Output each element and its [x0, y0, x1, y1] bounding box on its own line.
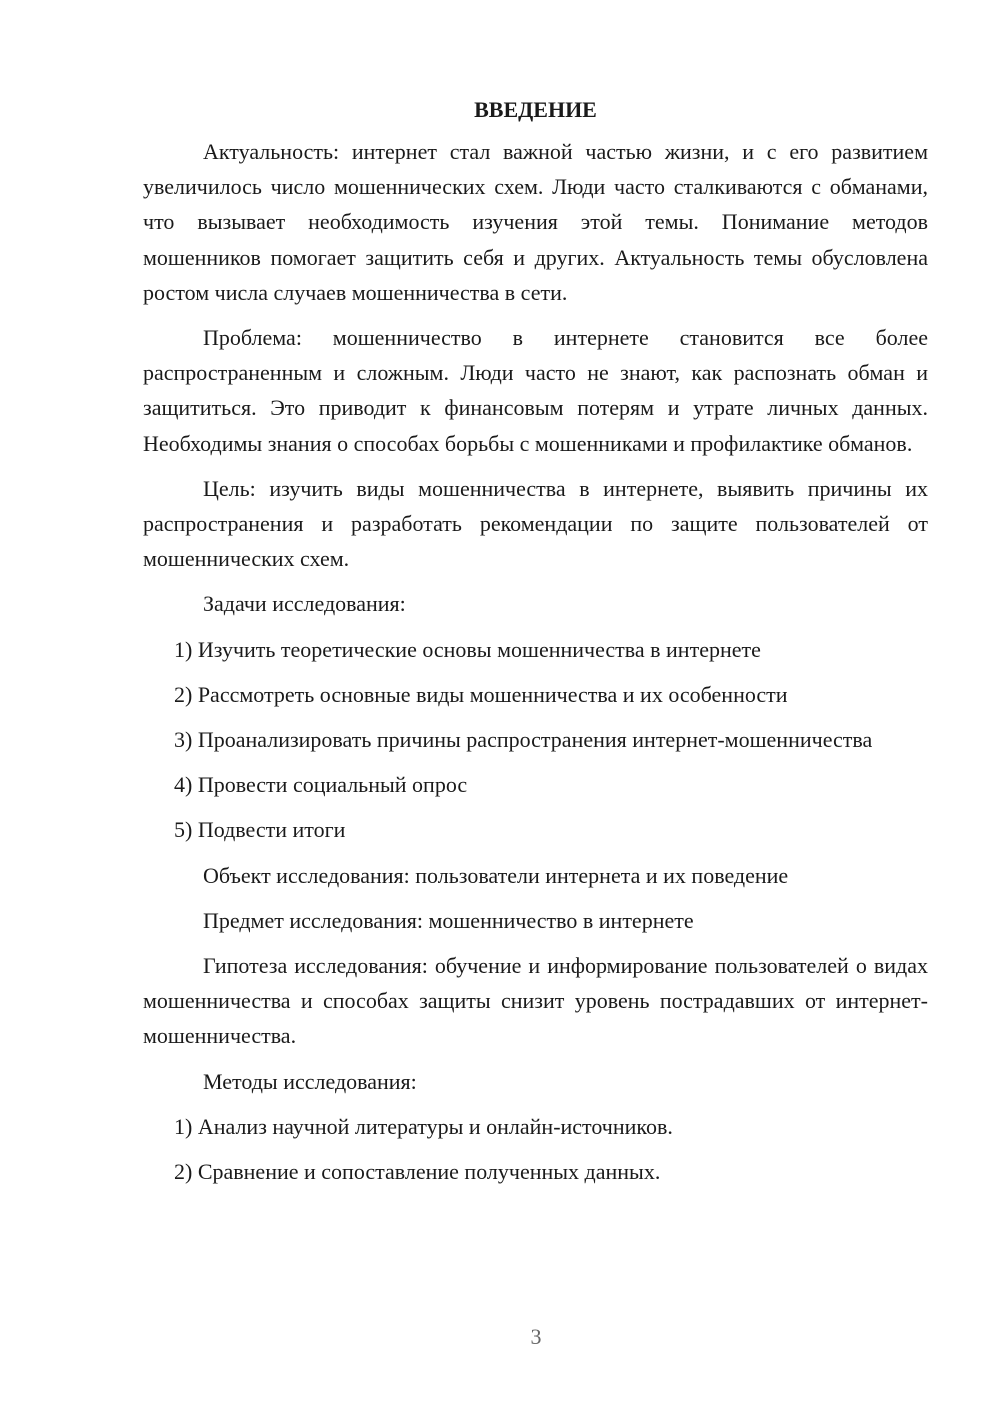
task-item-1: 1) Изучить теоретические основы мошенничества в интернете — [174, 636, 761, 662]
research-object: Объект исследования: пользователи интернета и их поведение — [203, 862, 789, 888]
hypothesis-paragraph: Гипотеза исследования: обучение и информирование пользователей о видах мошенничества и способах защиты снизит уровень пострадавших от интернет-мошенничества. — [143, 953, 928, 1049]
document-page — [143, 92, 928, 1199]
research-subject: Предмет исследования: мошенничество в интернете — [203, 907, 694, 933]
task-item-4: 4) Провести социальный опрос — [174, 772, 468, 798]
method-item-2: 2) Сравнение и сопоставление полученных данных. — [174, 1159, 661, 1185]
task-item-3: 3) Проанализировать причины распространения интернет-мошенничества — [174, 727, 873, 753]
task-item-2: 2) Рассмотреть основные виды мошенничества и их особенности — [174, 681, 788, 707]
task-item-5: 5) Подвести итоги — [174, 817, 346, 843]
relevance-paragraph: Актуальность: интернет стал важной частью жизни, и с его развитием увеличилось число мошеннических схем. Люди часто сталкиваются с обманами, что вызывает необходимость изучения этой темы. Понимание методов мошенников помогает защитить себя и других. Актуальность темы обусловлена ростом числа случаев мошенничества в сети. — [143, 139, 928, 305]
method-item-1: 1) Анализ научной литературы и онлайн-источников. — [174, 1113, 673, 1139]
methods-heading: Методы исследования: — [203, 1068, 417, 1094]
problem-paragraph: Проблема: мошенничество в интернете становится все более распространенным и сложным. Люди часто не знают, как распознать обман и защититься. Это приводит к финансовым потерям и утрате личных данных. Необходимы знания о способах борьбы с мошенниками и профилактике обманов. — [143, 325, 928, 456]
page-title: ВВЕДЕНИЕ — [474, 97, 597, 122]
page-number: 3 — [530, 1324, 542, 1349]
goal-paragraph: Цель: изучить виды мошенничества в интернете, выявить причины их распространения и разработать рекомендации по защите пользователей от мошеннических схем. — [143, 475, 928, 572]
tasks-heading: Задачи исследования: — [203, 591, 406, 617]
